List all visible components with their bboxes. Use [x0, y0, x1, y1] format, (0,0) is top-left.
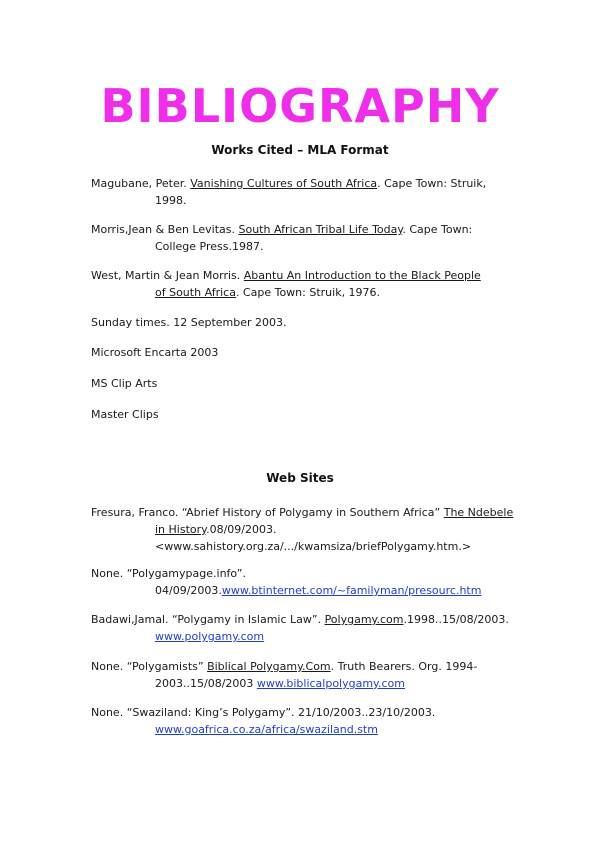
source-title: Biblical Polygamy.Com	[207, 660, 331, 673]
works-entry-1: Magubane, Peter. Vanishing Cultures of South Africa. Cape Town: Struik, 1998.	[91, 177, 487, 207]
link-btinternet[interactable]: www.btinternet.com/~familyman/presourc.htm	[221, 584, 482, 597]
works-entry-4: Sunday times. 12 September 2003.	[91, 316, 287, 329]
book-title: Abantu An Introduction to the Black People	[243, 269, 481, 282]
page-title: BIBLIOGRAPHY	[100, 79, 500, 133]
book-title: South African Tribal Life Today	[238, 223, 403, 236]
web-entry-2: None. “Polygamypage.info”. 04/09/2003.www.btinternet.com/~familyman/presourc.htm	[91, 567, 482, 597]
web-sites-heading: Web Sites	[266, 471, 334, 485]
book-title: Vanishing Cultures of South Africa	[190, 177, 378, 190]
link-goafrica[interactable]: www.goafrica.co.za/africa/swaziland.stm	[155, 723, 378, 736]
book-title-continued: of South Africa	[155, 286, 236, 299]
link-polygamy-com[interactable]: www.polygamy.com	[155, 630, 265, 643]
source-title: Polygamy.com	[324, 613, 404, 626]
link-biblicalpolygamy[interactable]: www.biblicalpolygamy.com	[256, 677, 405, 690]
web-entry-5: None. “Swaziland: King’s Polygamy”. 21/10/2003..23/10/2003. www.goafrica.co.za/africa/swaziland.stm	[91, 706, 436, 736]
works-entry-3: West, Martin & Jean Morris. Abantu An Introduction to the Black People of South Africa. Cape Town: Struik, 1976.	[91, 269, 481, 299]
works-entry-2: Morris,Jean & Ben Levitas. South African Tribal Life Today. Cape Town: College Press.1987.	[91, 223, 473, 253]
url-text: <www.sahistory.org.za/.../kwamsiza/briefPolygamy.htm.>	[155, 540, 472, 553]
works-entry-5: Microsoft Encarta 2003	[91, 346, 219, 359]
web-entry-4: None. “Polygamists” Biblical Polygamy.Com. Truth Bearers. Org. 1994- 2003..15/08/2003 www.biblicalpolygamy.com	[91, 660, 478, 690]
works-entry-7: Master Clips	[91, 408, 159, 421]
source-title-continued: in History	[155, 523, 207, 536]
works-cited-heading: Works Cited – MLA Format	[211, 143, 389, 157]
source-title: The Ndebele	[443, 506, 514, 519]
web-entry-1: Fresura, Franco. “Abrief History of Polygamy in Southern Africa” The Ndebele in History.08/09/2003. <www.sahistory.org.za/.../kwamsiza/briefPolygamy.htm.>	[91, 504, 531, 555]
web-entry-3: Badawi,Jamal. “Polygamy in Islamic Law”. Polygamy.com.1998..15/08/2003. www.polygamy.com	[91, 613, 509, 643]
works-entry-6: MS Clip Arts	[91, 377, 158, 390]
